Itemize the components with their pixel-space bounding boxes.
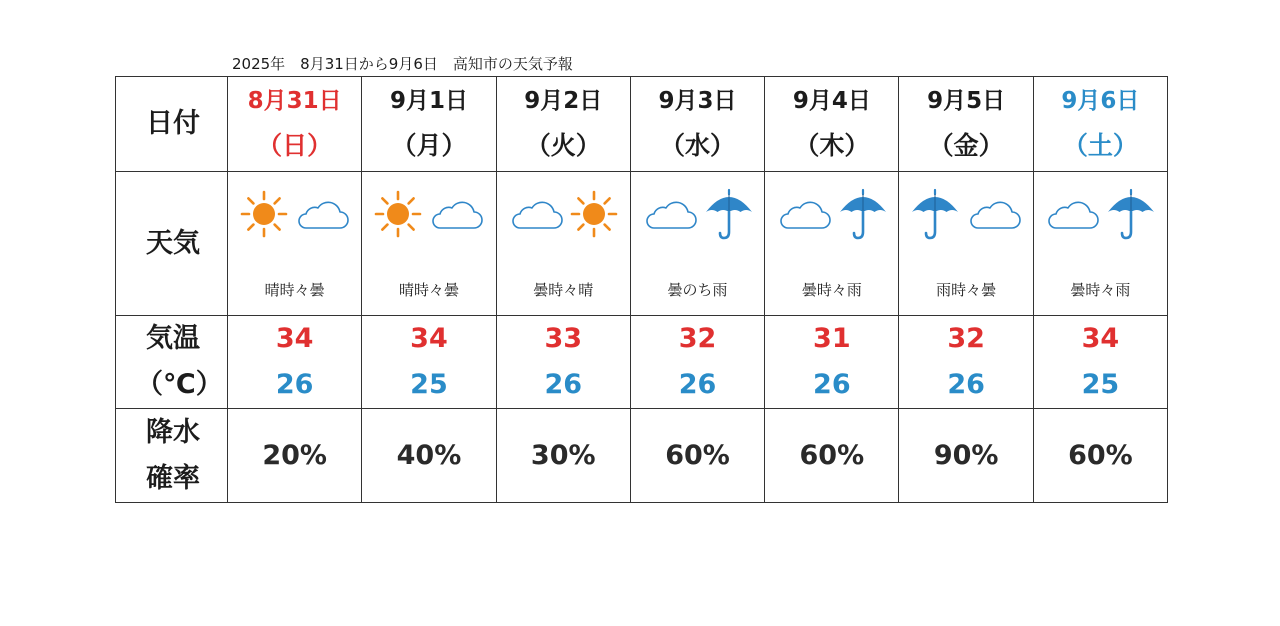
precipitation-row	[116, 409, 1168, 503]
low-temp: 26	[275, 369, 314, 400]
precipitation-cell	[630, 409, 764, 503]
temperature-row	[116, 316, 1168, 409]
weather-cell	[630, 172, 764, 316]
weather-label: 晴時々曇	[264, 281, 325, 299]
high-temp: 31	[813, 323, 851, 355]
precipitation-cell	[765, 409, 899, 503]
precipitation-cell	[362, 409, 496, 503]
precipitation-cell	[228, 409, 362, 503]
day-of-week-label: （金）	[928, 131, 1004, 161]
low-temp: 26	[544, 369, 583, 400]
date-label: 9月2日	[524, 87, 603, 114]
weather-label: 雨時々曇	[936, 281, 997, 299]
cloud-icon	[776, 196, 832, 236]
sun-icon	[570, 190, 618, 242]
date-label: 9月6日	[1061, 87, 1140, 114]
date-label: 9月4日	[792, 87, 871, 114]
sun-icon	[240, 190, 288, 242]
precipitation-header-line1: 降水	[146, 416, 200, 448]
weather-cell	[1033, 172, 1167, 316]
date-label: 9月5日	[927, 87, 1006, 114]
date-cell	[496, 77, 630, 172]
weather-label: 曇時々晴	[533, 281, 594, 299]
day-of-week-label: （木）	[794, 131, 870, 161]
high-temp: 34	[1081, 323, 1120, 355]
low-temp: 26	[678, 369, 717, 400]
umbrella-icon	[910, 188, 960, 244]
weather-icons	[374, 181, 484, 251]
date-label: 9月3日	[658, 87, 737, 114]
temperature-cell	[362, 316, 496, 409]
weather-label: 曇のち雨	[667, 281, 728, 299]
cloud-icon	[966, 196, 1022, 236]
date-cell	[1033, 77, 1167, 172]
cloud-icon	[294, 196, 350, 236]
temperature-header-line1: 気温	[146, 323, 200, 355]
sun-icon	[374, 190, 422, 242]
high-temp: 32	[678, 323, 717, 355]
umbrella-icon	[1106, 188, 1156, 244]
precipitation-value: 60%	[1068, 440, 1133, 471]
date-header	[116, 77, 228, 172]
weather-icons	[642, 181, 754, 251]
precipitation-value: 40%	[396, 440, 462, 471]
weather-cell	[228, 172, 362, 316]
weather-icons	[240, 181, 350, 251]
umbrella-icon	[838, 188, 888, 244]
day-of-week-label: （火）	[525, 131, 601, 161]
weather-label: 曇時々雨	[1070, 281, 1131, 299]
date-cell	[899, 77, 1033, 172]
weather-label: 晴時々曇	[398, 281, 459, 299]
low-temp: 25	[410, 369, 448, 400]
precipitation-header	[116, 409, 228, 503]
low-temp: 26	[813, 369, 851, 400]
page-title: 2025年 8月31日から9月6日 高知市の天気予報	[232, 55, 573, 73]
precipitation-header-line2: 確率	[146, 462, 200, 494]
weather-cell	[899, 172, 1033, 316]
precipitation-value: 90%	[933, 440, 999, 471]
weather-label: 曇時々雨	[801, 281, 862, 299]
cloud-icon	[642, 196, 698, 236]
day-of-week-label: （土）	[1062, 131, 1138, 161]
precipitation-value: 30%	[530, 440, 596, 471]
date-label: 8月31日	[247, 87, 342, 114]
high-temp: 33	[544, 323, 583, 355]
temperature-header-line2: （℃）	[136, 369, 223, 400]
high-temp: 32	[947, 323, 985, 355]
weather-row	[116, 172, 1168, 316]
weather-icons	[776, 181, 888, 251]
high-temp: 34	[410, 323, 448, 355]
day-of-week-label: （日）	[257, 131, 333, 161]
temperature-cell	[765, 316, 899, 409]
cloud-icon	[508, 196, 564, 236]
low-temp: 25	[1081, 369, 1120, 400]
date-row	[116, 77, 1168, 172]
forecast-table	[115, 76, 1168, 503]
weather-cell	[362, 172, 496, 316]
temperature-cell	[496, 316, 630, 409]
precipitation-value: 20%	[262, 440, 327, 471]
precipitation-cell	[899, 409, 1033, 503]
temperature-header	[116, 316, 228, 409]
precipitation-cell	[1033, 409, 1167, 503]
date-cell	[765, 77, 899, 172]
date-header-label: 日付	[146, 108, 200, 140]
weather-header-label: 天気	[146, 227, 200, 259]
weather-cell	[496, 172, 630, 316]
precipitation-value: 60%	[799, 440, 865, 471]
weather-icons	[1044, 181, 1156, 251]
temperature-cell	[630, 316, 764, 409]
low-temp: 26	[947, 369, 985, 400]
day-of-week-label: （月）	[391, 131, 467, 161]
day-of-week-label: （水）	[660, 131, 736, 161]
umbrella-icon	[704, 188, 754, 244]
date-cell	[630, 77, 764, 172]
cloud-icon	[428, 196, 484, 236]
date-cell	[362, 77, 496, 172]
weather-cell	[765, 172, 899, 316]
weather-icons	[910, 181, 1022, 251]
temperature-cell	[1033, 316, 1167, 409]
temperature-cell	[899, 316, 1033, 409]
temperature-cell	[228, 316, 362, 409]
high-temp: 34	[275, 323, 314, 355]
precipitation-value: 60%	[665, 440, 730, 471]
cloud-icon	[1044, 196, 1100, 236]
weather-icons	[508, 181, 618, 251]
date-cell	[228, 77, 362, 172]
precipitation-cell	[496, 409, 630, 503]
weather-header	[116, 172, 228, 316]
date-label: 9月1日	[389, 87, 468, 114]
